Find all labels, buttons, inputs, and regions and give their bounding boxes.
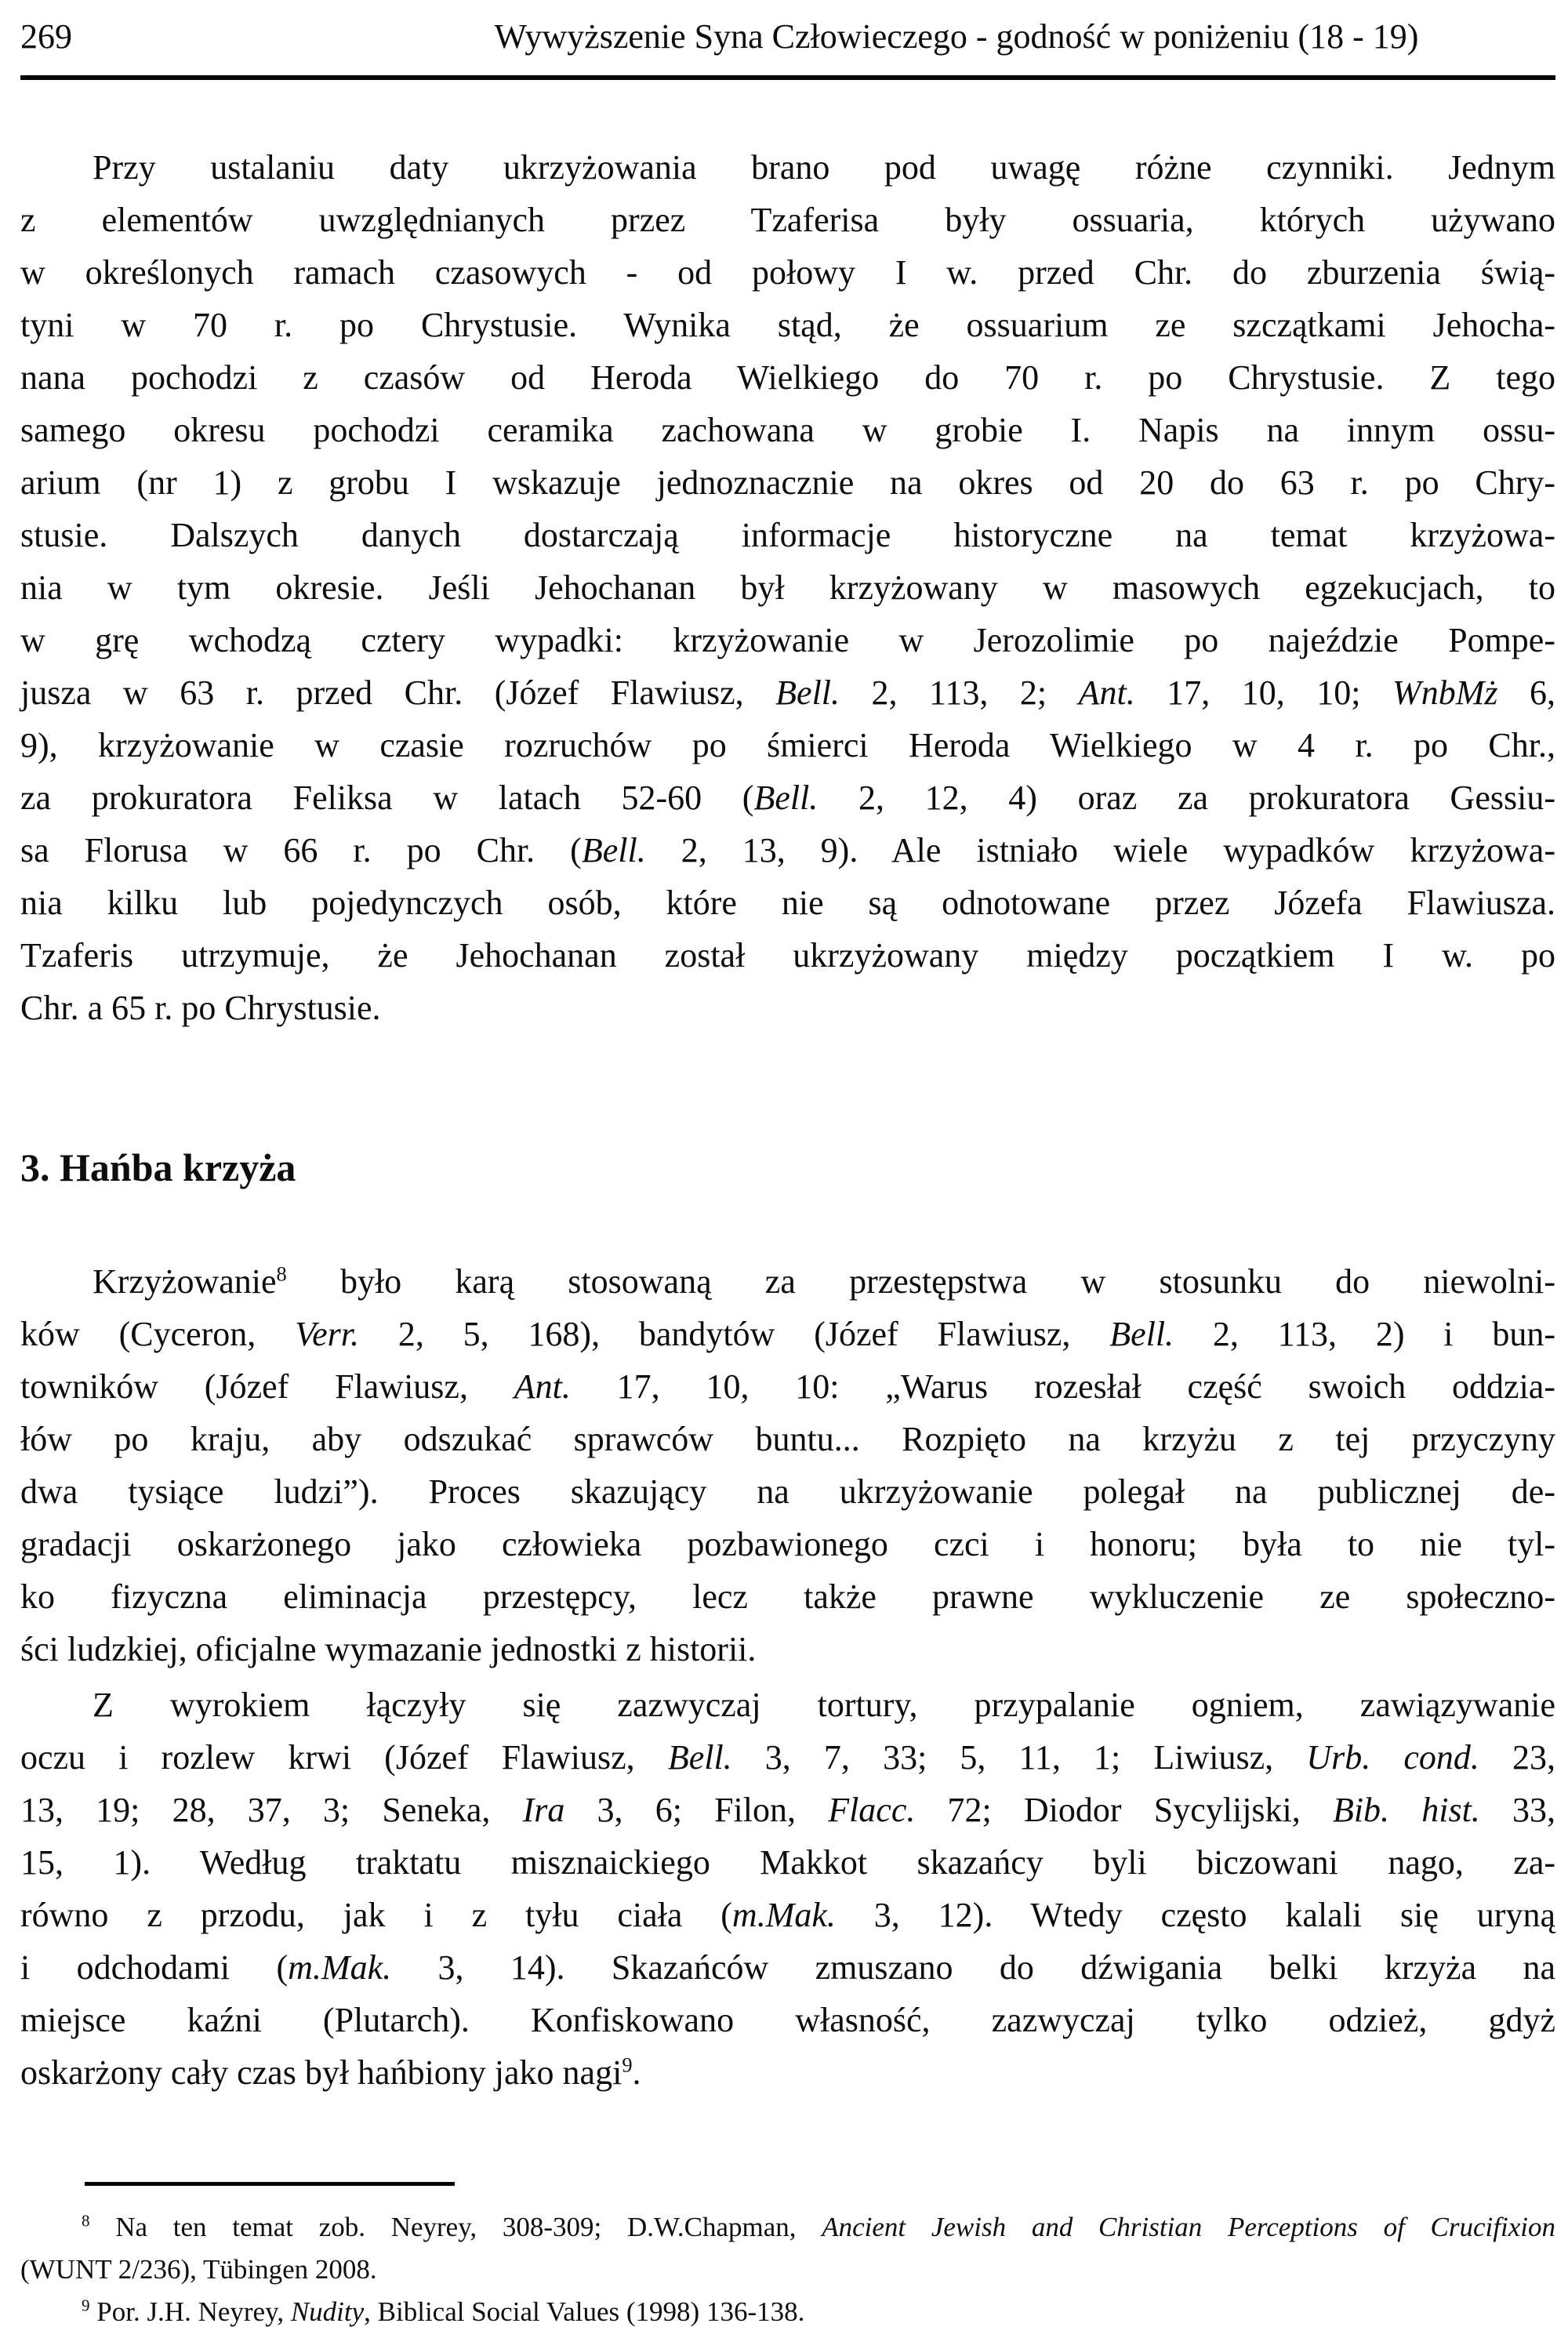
text-line: łów po kraju, aby odszukać sprawców buntu... Rozpięto na krzyżu z tej przyczyny — [20, 1420, 1555, 1458]
text-line: nia w tym okresie. Jeśli Jehochanan był krzyżowany w masowych egzekucjach, to — [20, 568, 1555, 607]
running-title: Wywyższenie Syna Człowieczego - godność w poniżeniu (18 - 19) — [494, 17, 1419, 56]
text-line: Krzyżowanie$^8$ było karą stosowaną za przestępstwa w stosunku do niewolni- — [93, 1261, 1555, 1301]
text-line: ści ludzkiej, oficjalne wymazanie jednostki z historii. — [20, 1630, 757, 1668]
footnote-line: $^8$ Na ten temat zob. Neyrey, 308-309; D.W.Chapman, Ancient Jewish and Christian Perceptions of Crucifixion — [82, 2211, 1555, 2242]
footnote-line: (WUNT 2/236), Tübingen 2008. — [20, 2254, 377, 2285]
text-line: Tzaferis utrzymuje, że Jehochanan został ukrzyżowany między początkiem I w. po — [20, 936, 1555, 975]
section-heading: 3. Hańba krzyża — [20, 1145, 296, 1189]
text-line: gradacji oskarżonego jako człowieka pozbawionego czci i honoru; była to nie tyl- — [20, 1525, 1555, 1563]
header-rule — [20, 75, 1555, 80]
page-number: 269 — [20, 17, 72, 56]
text-line: stusie. Dalszych danych dostarczają informacje historyczne na temat krzyżowa- — [20, 516, 1555, 554]
footnotes-section — [20, 2206, 1555, 2333]
text-line: i odchodami (m.Mak. 3, 14). Skazańców zmuszano do dźwigania belki krzyża na — [20, 1948, 1555, 1987]
footnote-8 — [20, 2206, 1555, 2291]
text-line: samego okresu pochodzi ceramika zachowana w grobie I. Napis na innym ossu- — [20, 411, 1555, 449]
text-line: 9), krzyżowanie w czasie rozruchów po śmierci Heroda Wielkiego w 4 r. po Chr., — [20, 726, 1555, 764]
text-line: tyni w 70 r. po Chrystusie. Wynika stąd, że ossuarium ze szczątkami Jehocha- — [20, 306, 1555, 344]
text-line: za prokuratora Feliksa w latach 52-60 (Bell. 2, 12, 4) oraz za prokuratora Gessiu- — [20, 779, 1555, 817]
text-line: oskarżony cały czas był hańbiony jako nagi$^9$. — [20, 2053, 641, 2092]
text-line: w określonych ramach czasowych - od połowy I w. przed Chr. do zburzenia świą- — [20, 253, 1555, 292]
text-line: dwa tysiące ludzi”). Proces skazujący na ukrzyżowanie polegał na publicznej de- — [20, 1472, 1555, 1511]
text-line: równo z przodu, jak i z tyłu ciała (m.Mak. 3, 12). Wtedy często kalali się uryną — [20, 1896, 1555, 1934]
footnote-line: $^9$ Por. J.H. Neyrey, Nudity, Biblical Social Values (1998) 136-138. — [82, 2296, 805, 2327]
paragraph-2 — [20, 1255, 1555, 1675]
text-line: sa Florusa w 66 r. po Chr. (Bell. 2, 13, 9). Ale istniało wiele wypadków krzyżowa- — [20, 831, 1555, 869]
text-line: Chr. a 65 r. po Chrystusie. — [20, 989, 381, 1027]
running-header — [20, 0, 1555, 60]
paragraph-3 — [20, 1679, 1555, 2099]
footnote-separator-rule — [85, 2182, 455, 2186]
text-line: Przy ustalaniu daty ukrzyżowania brano pod uwagę różne czynniki. Jednym — [93, 148, 1555, 187]
text-line: 15, 1). Według traktatu misznaickiego Makkot skazańcy byli biczowani nago, za- — [20, 1843, 1555, 1882]
text-line: miejsce kaźni (Plutarch). Konfiskowano własność, zazwyczaj tylko odzież, gdyż — [20, 2001, 1555, 2039]
text-line: jusza w 63 r. przed Chr. (Józef Flawiusz, Bell. 2, 113, 2; Ant. 17, 10, 10; WnbMż 6, — [20, 673, 1555, 712]
paragraph-1 — [20, 141, 1555, 1034]
text-line: towników (Józef Flawiusz, Ant. 17, 10, 10: „Warus rozesłał część swoich oddzia- — [20, 1367, 1555, 1406]
text-line: w grę wchodzą cztery wypadki: krzyżowanie w Jerozolimie po najeździe Pompe- — [20, 621, 1555, 659]
footnote-9 — [20, 2291, 1555, 2333]
text-line: arium (nr 1) z grobu I wskazuje jednoznacznie na okres od 20 do 63 r. po Chry- — [20, 463, 1555, 502]
text-line: 13, 19; 28, 37, 3; Seneka, Ira 3, 6; Filon, Flacc. 72; Diodor Sycylijski, Bib. hist. 33, — [20, 1791, 1555, 1829]
text-line: ków (Cyceron, Verr. 2, 5, 168), bandytów (Józef Flawiusz, Bell. 2, 113, 2) i bun- — [20, 1315, 1555, 1353]
text-line: nia kilku lub pojedynczych osób, które nie są odnotowane przez Józefa Flawiusza. — [20, 884, 1555, 922]
text-line: ko fizyczna eliminacja przestępcy, lecz także prawne wykluczenie ze społeczno- — [20, 1577, 1555, 1616]
text-line: Z wyrokiem łączyły się zazwyczaj tortury, przypalanie ogniem, zawiązywanie — [93, 1686, 1555, 1724]
body-text — [20, 141, 1555, 2099]
text-line: z elementów uwzględnianych przez Tzaferisa były ossuaria, których używano — [20, 201, 1555, 239]
text-line: oczu i rozlew krwi (Józef Flawiusz, Bell. 3, 7, 33; 5, 11, 1; Liwiusz, Urb. cond. 23, — [20, 1738, 1555, 1777]
text-line: nana pochodzi z czasów od Heroda Wielkiego do 70 r. po Chrystusie. Z tego — [20, 358, 1555, 397]
